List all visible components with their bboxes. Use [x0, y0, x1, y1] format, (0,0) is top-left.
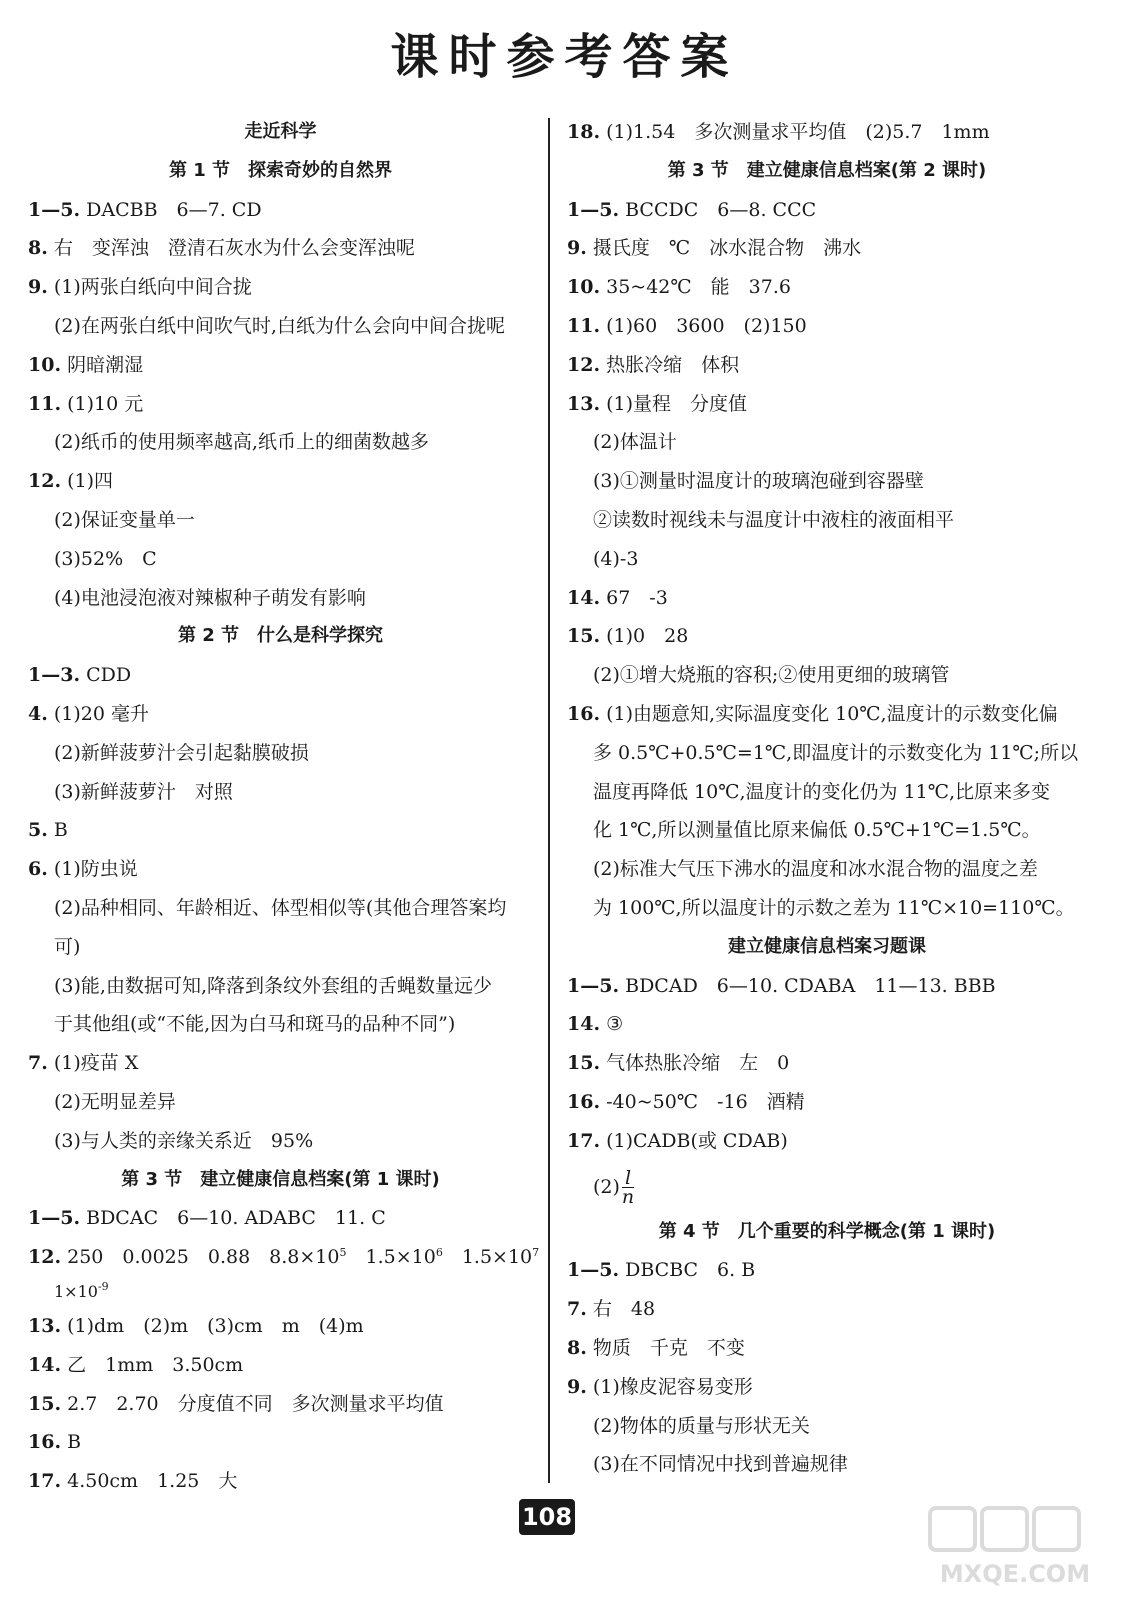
answer-line	[28, 1385, 533, 1424]
answer-text: BDCAD 6—10. CDABA 11—13. BBB	[625, 974, 996, 997]
question-number: 13.	[28, 1314, 62, 1337]
answer-text: 热胀冷缩 体积	[606, 353, 740, 376]
answer-text: CDD	[86, 664, 132, 687]
answer-line	[28, 1346, 533, 1385]
answer-continuation: (2)标准大气压下沸水的温度和冰水混合物的温度之差	[593, 858, 1038, 881]
question-number: 8.	[28, 237, 48, 260]
answer-line	[567, 113, 1087, 152]
question-number: 16.	[567, 702, 601, 725]
answer-text: (1)量程 分度值	[606, 392, 748, 415]
answer-line	[567, 579, 1087, 618]
answer-text: 2.7 2.70 分度值不同 多次测量求平均值	[67, 1392, 444, 1415]
answer-line	[567, 1044, 1087, 1083]
answer-text: 1×10	[54, 1281, 98, 1301]
answer-text: 摄氏度 ℃ 冰水混合物 沸水	[592, 237, 862, 260]
answer-continuation: (2)新鲜菠萝汁会引起黏膜破损	[54, 741, 309, 764]
answer-line	[567, 268, 1087, 307]
answer-line	[567, 1083, 1087, 1122]
answer-continuation	[567, 1161, 1087, 1213]
question-number: 4.	[28, 702, 48, 725]
right-column	[567, 113, 1087, 1483]
answer-continuation	[28, 1277, 533, 1307]
answer-line	[28, 229, 533, 268]
answer-text: (1)20 毫升	[53, 702, 150, 725]
question-number: 1—5.	[28, 1207, 81, 1230]
answer-line	[28, 656, 533, 695]
answer-text: DACBB 6—7. CD	[86, 198, 262, 221]
answer-line	[28, 1044, 533, 1083]
answer-line	[567, 191, 1087, 230]
question-number: 11.	[567, 314, 601, 337]
answer-text: 气体热胀冷缩 左 0	[606, 1052, 790, 1075]
page-title: 课时参考答案	[390, 29, 739, 85]
answer-line	[567, 1368, 1087, 1407]
exponent: 6	[435, 1246, 443, 1260]
answer-text: 250 0.0025 0.88 8.8×10	[67, 1246, 340, 1269]
answer-text: (1)由题意知,实际温度变化 10℃,温度计的示数变化偏	[606, 702, 1058, 725]
answer-continuation: (3)52% C	[54, 547, 157, 570]
question-number: 10.	[28, 353, 62, 376]
answer-text: BCCDC 6—8. CCC	[625, 198, 817, 221]
fraction-denominator: n	[621, 1186, 635, 1209]
answer-text: (1)防虫说	[53, 858, 138, 881]
question-number: 9.	[567, 237, 587, 260]
answer-line	[567, 695, 1087, 734]
question-number: 10.	[567, 276, 601, 299]
answer-continuation: (2)保证变量单一	[54, 508, 195, 531]
column-divider	[548, 118, 550, 1483]
section-heading: 第 1 节 探索奇妙的自然界	[168, 159, 393, 181]
question-number: 7.	[28, 1052, 48, 1075]
answer-text: 67 -3	[606, 586, 668, 609]
question-number: 1—5.	[28, 198, 81, 221]
answer-continuation: (2)无明显差异	[54, 1090, 176, 1113]
question-number: 11.	[28, 392, 62, 415]
answer-line	[28, 346, 533, 385]
answer-line	[28, 1423, 533, 1462]
answer-text: (1)两张白纸向中间合拢	[53, 276, 252, 299]
answer-text: (1)CADB(或 CDAB)	[606, 1129, 788, 1152]
answer-text: (1)1.54 多次测量求平均值 (2)5.7 1mm	[606, 121, 990, 143]
answer-continuation: ②读数时视线未与温度计中液柱的液面相平	[593, 508, 955, 531]
answer-text: DBCBC 6. B	[625, 1259, 756, 1282]
answer-text: ③	[606, 1013, 624, 1036]
answer-continuation: 于其他组(或“不能,因为白马和斑马的品种不同”)	[54, 1013, 456, 1036]
answer-text: 1.5×10	[346, 1246, 436, 1269]
answer-text: 右 变浑浊 澄清石灰水为什么会变浑浊呢	[53, 237, 415, 260]
answer-continuation: (2)物体的质量与形状无关	[593, 1414, 810, 1437]
answer-line	[567, 967, 1087, 1006]
answer-text: 阴暗潮湿	[67, 353, 144, 376]
answer-line	[567, 385, 1087, 424]
question-number: 13.	[567, 392, 601, 415]
answer-text: 4.50cm 1.25 大	[67, 1470, 238, 1493]
answer-text: (1)60 3600 (2)150	[606, 314, 807, 337]
fraction	[621, 1167, 635, 1209]
answer-text: (2)	[593, 1175, 620, 1198]
section-heading: 第 3 节 建立健康信息档案(第 1 课时)	[121, 1168, 440, 1190]
section-heading: 走近科学	[244, 121, 317, 142]
answer-continuation: 多 0.5℃+0.5℃=1℃,即温度计的示数变化为 11℃;所以	[593, 741, 1079, 764]
answer-continuation: (2)在两张白纸中间吹气时,白纸为什么会向中间合拢呢	[54, 314, 505, 337]
answer-line	[28, 462, 533, 501]
question-number: 9.	[567, 1375, 587, 1398]
answer-line	[28, 191, 533, 230]
question-number: 15.	[567, 1052, 601, 1075]
exponent: -9	[97, 1279, 109, 1293]
answer-line	[28, 1199, 533, 1238]
fraction-numerator: l	[622, 1169, 634, 1188]
answer-line	[567, 229, 1087, 268]
answer-continuation: (4)-3	[593, 547, 639, 570]
section-heading: 第 3 节 建立健康信息档案(第 2 课时)	[667, 159, 987, 181]
answer-continuation: (2)纸币的使用频率越高,纸币上的细菌数越多	[54, 431, 429, 454]
answer-line	[28, 1462, 533, 1501]
question-number: 12.	[28, 1246, 62, 1269]
question-number: 1—5.	[567, 198, 620, 221]
answer-continuation: 温度再降低 10℃,温度计的变化仍为 11℃,比原来多变	[593, 780, 1051, 803]
answer-line	[567, 307, 1087, 346]
answer-line	[567, 1251, 1087, 1290]
answer-continuation: 化 1℃,所以测量值比原来偏低 0.5℃+1℃=1.5℃。	[593, 819, 1041, 842]
answer-continuation: (2)品种相同、年龄相近、体型相似等(其他合理答案均	[54, 896, 507, 919]
watermark-text: MXQE.COM	[939, 1560, 1091, 1588]
section-heading: 第 4 节 几个重要的科学概念(第 1 课时)	[658, 1220, 996, 1242]
exponent: 7	[532, 1246, 540, 1260]
question-number: 14.	[28, 1353, 62, 1376]
answer-continuation: (3)新鲜菠萝汁 对照	[54, 780, 233, 803]
answer-text: BDCAC 6—10. ADABC 11. C	[86, 1207, 386, 1230]
question-number: 5.	[28, 819, 48, 842]
answer-continuation: (4)电池浸泡液对辣椒种子萌发有影响	[54, 586, 366, 609]
question-number: 17.	[28, 1470, 62, 1493]
question-number: 15.	[567, 625, 601, 648]
answer-text: B	[67, 1431, 82, 1454]
question-number: 9.	[28, 276, 48, 299]
answer-line	[28, 268, 533, 307]
answer-line	[567, 346, 1087, 385]
answer-line	[567, 1122, 1087, 1161]
answer-line	[28, 695, 533, 734]
answer-text: 乙 1mm 3.50cm	[67, 1353, 244, 1376]
answer-line	[567, 1290, 1087, 1329]
answer-continuation: (3)能,由数据可知,降落到条纹外套组的舌蝇数量远少	[54, 974, 492, 997]
page-number: 108	[519, 1499, 575, 1535]
answer-text: (1)0 28	[606, 625, 689, 648]
question-number: 14.	[567, 1013, 601, 1036]
answer-text: (1)橡皮泥容易变形	[592, 1375, 753, 1398]
answer-line	[28, 850, 533, 889]
question-number: 16.	[567, 1090, 601, 1113]
question-number: 1—5.	[567, 1259, 620, 1282]
answer-text: 1.5×10	[442, 1246, 533, 1269]
left-column	[28, 113, 540, 1493]
answer-line	[567, 1329, 1087, 1368]
answer-text: (1)dm (2)m (3)cm m (4)m	[67, 1314, 364, 1337]
section-heading: 第 2 节 什么是科学探究	[177, 625, 384, 647]
question-number: 18.	[567, 121, 601, 143]
question-number: 12.	[28, 470, 62, 493]
answer-continuation: (3)①测量时温度计的玻璃泡碰到容器壁	[593, 470, 924, 493]
answer-line	[28, 811, 533, 850]
question-number: 16.	[28, 1431, 62, 1454]
answer-continuation: (3)在不同情况中找到普遍规律	[593, 1453, 848, 1476]
question-number: 12.	[567, 353, 601, 376]
answer-text: (1)疫苗 X	[53, 1052, 139, 1075]
answer-line	[28, 385, 533, 424]
question-number: 7.	[567, 1298, 587, 1321]
question-number: 8.	[567, 1336, 587, 1359]
answer-line	[28, 1238, 540, 1277]
answer-continuation: 为 100℃,所以温度计的示数之差为 11℃×10=110℃。	[593, 896, 1075, 919]
exponent: 5	[339, 1246, 347, 1260]
answer-text: 物质 千克 不变	[592, 1336, 745, 1359]
answer-line	[567, 617, 1087, 656]
section-heading: 建立健康信息档案习题课	[728, 935, 926, 957]
answer-line	[567, 1005, 1087, 1044]
answer-text: -40~50℃ -16 酒精	[606, 1090, 805, 1113]
answer-text: 35~42℃ 能 37.6	[606, 276, 791, 299]
answer-line	[28, 1307, 533, 1346]
question-number: 1—3.	[28, 664, 81, 687]
question-number: 14.	[567, 586, 601, 609]
question-number: 17.	[567, 1129, 601, 1152]
question-number: 6.	[28, 858, 48, 881]
answer-text: 右 48	[592, 1298, 656, 1321]
answer-text: (1)四	[67, 470, 114, 493]
question-number: 1—5.	[567, 974, 620, 997]
question-number: 15.	[28, 1392, 62, 1415]
answer-continuation: (3)与人类的亲缘关系近 95%	[54, 1129, 314, 1152]
answer-continuation: 可)	[54, 935, 81, 958]
answer-continuation: (2)体温计	[593, 431, 677, 454]
answer-text: (1)10 元	[67, 392, 144, 415]
answer-text: B	[53, 819, 68, 842]
watermark-logo	[920, 1500, 1110, 1590]
answer-continuation: (2)①增大烧瓶的容积;②使用更细的玻璃管	[593, 664, 950, 687]
